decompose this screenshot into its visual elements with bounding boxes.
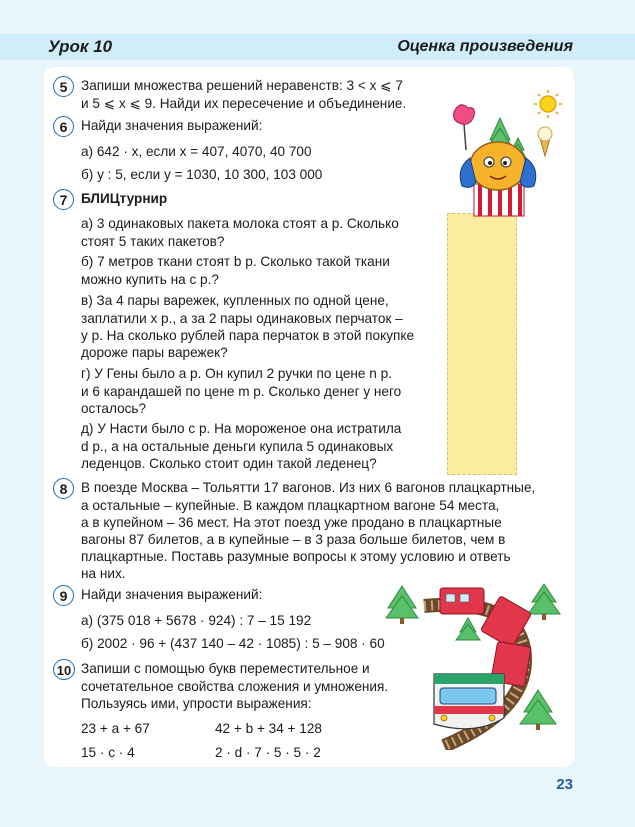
task-6-title: Найди значения выражений: [81,118,263,133]
task-7-a-line-2: стоят 5 таких пакетов? [81,234,225,249]
answer-box [447,213,517,475]
character-figure [460,142,536,216]
page-number: 23 [556,776,573,793]
task-9-title: Найди значения выражений: [81,587,263,602]
task-6-a: а) 642 · x, если x = 407, 4070, 40 700 [81,144,312,159]
task-7-number: 7 [53,189,74,210]
task-7-e-line-2: d р., а на остальные деньги купила 5 одинаковых [81,439,394,454]
task-9-b: б) 2002 · 96 + (437 140 – 42 · 1085) : 5 – 908 · 60 [81,636,385,651]
task-8-line-2: а остальные – купейные. В каждом плацкартном вагоне 54 места, [81,498,500,513]
task-9-a: а) (375 018 + 5678 · 924) : 7 – 15 192 [81,613,312,628]
task-7-d-line-1: г) У Гены было a р. Он купил 2 ручки по цене n р. [81,366,392,381]
task-8-line-4: вагоны 87 билетов, а в купейные – в 3 раза больше билетов, чем в [81,532,506,547]
task-7-c-line-1: в) За 4 пары варежек, купленных по одной цене, [81,293,389,308]
task-7-b-line-2: можно купить на c р.? [81,272,219,287]
task-10-expr-1: 23 + a + 67 [81,721,150,736]
topic-title: Оценка произведения [397,38,573,55]
tree-icon [528,584,560,620]
task-7-d-line-3: осталось? [81,401,147,416]
task-7-c-line-2: заплатили x р., а за 2 пары одинаковых перчаток – [81,311,403,326]
train-illustration [384,578,566,750]
task-7-c-line-4: дороже пары варежек? [81,345,228,360]
task-5-line-2: и 5 ⩽ x ⩽ 9. Найди их пересечение и объединение. [81,96,407,111]
task-8-line-5: плацкартные. Поставь разумные вопросы к этому условию и ответь [81,549,511,564]
task-7-a-line-1: а) 3 одинаковых пакета молока стоят a р. Сколько [81,216,399,231]
task-10-line-1: Запиши с помощью букв переместительное и [81,661,370,676]
task-7-d-line-2: и 6 карандашей по цене m р. Сколько денег у него [81,384,402,399]
task-10-line-3: Пользуясь ими, упрости выражения: [81,696,312,711]
sun-icon [534,90,562,118]
tree-icon [520,690,556,730]
task-10-expr-2: 42 + b + 34 + 128 [215,721,322,736]
task-6-number: 6 [53,116,74,137]
task-8-number: 8 [53,478,74,499]
ice-cream-icon [538,127,552,156]
task-7-title: БЛИЦтурнир [81,191,168,206]
character-illustration [440,88,568,218]
task-8-line-3: а в купейном – 36 мест. На этот поезд уже продано в плацкартные [81,515,502,530]
task-7-b-line-1: б) 7 метров ткани стоят b р. Сколько такой ткани [81,254,390,269]
task-10-expr-4: 2 · d · 7 · 5 · 5 · 2 [215,745,321,760]
task-7-c-line-3: y р. На сколько рублей пара перчаток в этой покупке [81,328,415,343]
train-car [440,588,484,614]
locomotive [434,674,504,729]
task-8-line-6: на них. [81,566,126,581]
task-7-e-line-1: д) У Насти было c р. На мороженое она истратила [81,421,402,436]
tree-icon [456,618,480,640]
task-6-b: б) y : 5, если y = 1030, 10 300, 103 000 [81,167,323,182]
task-5-line-1: Запиши множества решений неравенств: 3 < x ⩽ 7 [81,78,403,93]
task-10-line-2: сочетательное свойства сложения и умножения. [81,679,389,694]
task-5-number: 5 [53,76,74,97]
tree-icon [386,586,418,624]
task-7-e-line-3: леденцов. Сколько стоит один такой леденец? [81,456,377,471]
task-10-expr-3: 15 · c · 4 [81,745,135,760]
task-9-number: 9 [53,585,74,606]
task-8-line-1: В поезде Москва – Тольятти 17 вагонов. Из них 6 вагонов плацкартные, [81,480,536,495]
lesson-title: Урок 10 [48,37,113,56]
page-header [0,34,635,60]
task-10-number: 10 [53,659,75,680]
lollipop-icon [454,105,475,150]
